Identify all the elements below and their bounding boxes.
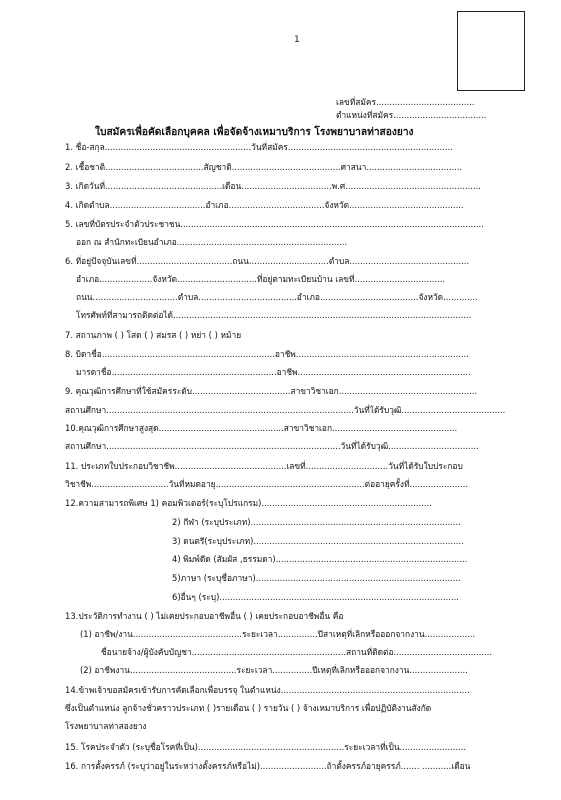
form-line: 13.ประวัติการทำงาน ( ) ไม่เคยประกอบอาชีพอื่น ( ) เคยประกอบอาชีพอื่น คือ (65, 611, 344, 621)
form-line: 6)อื่นๆ (ระบุ).......................................................................................... (172, 592, 459, 602)
form-line: 15. โรคประจำตัว (ระบุชื่อโรคที่เป็น).......................................................ระยะเวลาที่เป็น......................... (65, 742, 467, 752)
form-line: 10.คุณวุฒิการศึกษาสูงสุด...............................................สาขาวิชาเอก............................................... (65, 423, 458, 433)
form-line: วิชาชีพ.............................วันที่หมดอายุ........................................................ต่ออายุครั้งที่...................... (65, 479, 469, 489)
form-line: 6. ที่อยู่ปัจจุบันเลขที่....................................ถนน..............................ตำบล............................................. (65, 256, 470, 266)
form-line: 8. บิดาชื่อ.................................................................อาชีพ................................................................. (65, 349, 469, 359)
form-line: 7. สถานภาพ ( ) โสด ( ) สมรส ( ) หย่า ( ) หม้าย (65, 330, 242, 340)
form-line: 9. คุณวุฒิการศึกษาที่ใช้สมัครระดับ.....................................สาขาวิชาเอก.................................................... (65, 386, 478, 396)
form-line: 1. ชื่อ-สกุล.......................................................วันที่สมัคร.............................................................. (65, 142, 453, 152)
form-line: 4. เกิดตำบล....................................อำเภอ....................................จังหวัด........................................... (65, 200, 464, 210)
form-line: ซึ่งเป็นตำแหน่ง ลูกจ้างชั่วคราวประเภท ( )รายเดือน ( ) รายวัน ( ) จ้างเหมาบริการ เพื่อปฏิบัติงานสังกัด (65, 703, 432, 713)
application-number-field: เลขที่สมัคร..................................... (336, 97, 475, 107)
form-line: 5)ภาษา (ระบุชื่อภาษา)............................................................................. (172, 573, 461, 583)
form-line: 11. ประเภทใบประกอบวิชาชีพ..........................................เลขที่...............................วันที่ได้รับใบประกอบ (65, 461, 463, 471)
form-line: 3) ดนตรี(ระบุประเภท)............................................................................... (172, 536, 464, 546)
photo-box (457, 11, 525, 91)
form-line: 16. การตั้งครรภ์ (ระบุว่าอยู่ในระหว่างตั้งครรภ์หรือไม่).........................ถ้าตั้งครรภ์อายุครรภ์....... ...........เดือน (65, 761, 471, 771)
position-number-field: ตำแหน่งที่สมัคร................................... (336, 110, 487, 120)
form-line: ชื่อนายจ้าง/ผู้บังคับบัญชา..........................................................สถานที่ติดต่อ..................................... (101, 647, 493, 657)
form-line: 2. เชื้อชาติ.....................................สัญชาติ.........................................ศาสนา.................................... (65, 162, 463, 172)
form-line: สถานศึกษา.............................................................................................วันที่ได้รับวุฒิ....................................... (65, 405, 506, 415)
form-line: อำเภอ....................จังหวัด..............................ที่อยู่ตามทะเบียนบ้าน เลขที่.................................. (76, 274, 446, 284)
form-line: มารดาชื่อ..............................................................อาชีพ................................................................. (76, 367, 471, 377)
form-line: โทรศัพท์ที่สามารถติดต่อได้................................................................................................................ (76, 310, 472, 320)
form-line: สถานศึกษา........................................................................................วันที่ได้รับวุฒิ.................................. (65, 441, 479, 451)
form-line: 2) กีฬา (ระบุประเภท)............................................................................... (172, 517, 461, 527)
form-line: 5. เลขที่บัตรประจำตัวประชาชน.................................................................................................................. (65, 219, 484, 229)
page-number: 1 (294, 35, 300, 45)
form-line: 4) พิมพ์ดีด (สัมผัส ,ธรรมดา)........................................................................ (172, 554, 468, 564)
form-title: ใบสมัครเพื่อคัดเลือกบุคคล เพื่อจัดจ้างเหมาบริการ โรงพยาบาลท่าสองยาง (95, 127, 414, 138)
form-line: ถนน................................ตำบล.....................................อำเภอ.....................................จังหวัด............. (76, 292, 478, 302)
form-line: โรงพยาบาลท่าสองยาง (65, 721, 147, 731)
form-line: 12.ความสามารถพิเศษ 1) คอมพิวเตอร์(ระบุโปรแกรม)................................................................ (65, 498, 432, 508)
form-line: (2) อาชีพงาน........................................ระยะเวลา...............ปีเหตุที่เลิกหรือออกจากงาน...................... (80, 665, 468, 675)
form-line: ออก ณ สำนักทะเบียนอำเภอ................................................................ (76, 237, 348, 247)
form-line: 3. เกิดวันที่............................................เดือน..................................พ.ศ................................................... (65, 181, 481, 191)
form-line: 14.ข้าพเจ้าขอสมัครเข้ารับการคัดเลือกเพื่อบรรจุ ในตำแหน่ง....................................................................... (65, 685, 470, 695)
form-line: (1) อาชีพ/งาน.........................................ระยะเวลา...............ปีสาเหตุที่เลิกหรือออกจากงาน................... (80, 629, 476, 639)
